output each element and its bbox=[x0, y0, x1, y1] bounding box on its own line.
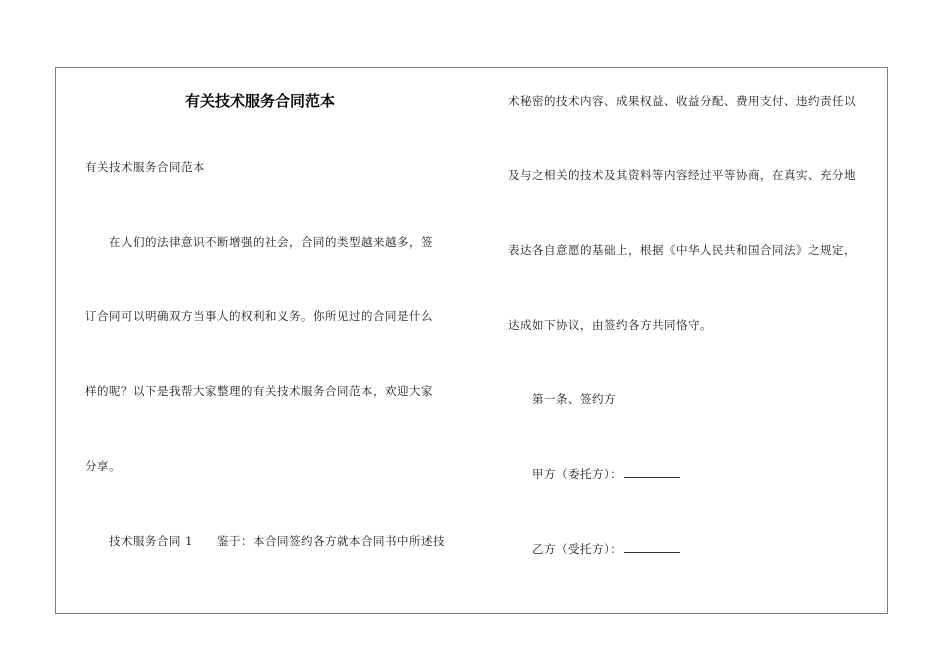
party-a-field bbox=[508, 467, 680, 481]
party-a-blank bbox=[624, 467, 680, 478]
paragraph-line: 在人们的法律意识不断增强的社会，合同的类型越来越多，签 bbox=[85, 235, 433, 249]
paragraph-line: 样的呢？以下是我帮大家整理的有关技术服务合同范本，欢迎大家 bbox=[85, 384, 433, 398]
paragraph-line: 术秘密的技术内容、成果权益、收益分配、费用支付、违约责任以 bbox=[508, 94, 856, 108]
document-subtitle: 有关技术服务合同范本 bbox=[85, 160, 205, 174]
paragraph-line: 技术服务合同 1 鉴于：本合同签约各方就本合同书中所述技 bbox=[85, 534, 445, 548]
paragraph-line: 达成如下协议，由签约各方共同恪守。 bbox=[508, 318, 712, 332]
paragraph-line: 分享。 bbox=[85, 459, 121, 473]
party-b-label: 乙方（受托方）： bbox=[508, 542, 623, 556]
document-title: 有关技术服务合同范本 bbox=[184, 92, 335, 110]
paragraph-line: 表达各自意愿的基础上，根据《中华人民共和国合同法》之规定， bbox=[508, 243, 856, 257]
party-b-field bbox=[508, 542, 680, 556]
party-a-label: 甲方（委托方）： bbox=[508, 467, 623, 481]
paragraph-line: 及与之相关的技术及其资料等内容经过平等协商，在真实、充分地 bbox=[508, 168, 856, 182]
paragraph-line: 订合同可以明确双方当事人的权利和义务。你所见过的合同是什么 bbox=[85, 309, 433, 323]
party-b-blank bbox=[624, 542, 680, 553]
page-frame bbox=[55, 67, 888, 614]
section-heading: 第一条、签约方 bbox=[508, 392, 616, 406]
